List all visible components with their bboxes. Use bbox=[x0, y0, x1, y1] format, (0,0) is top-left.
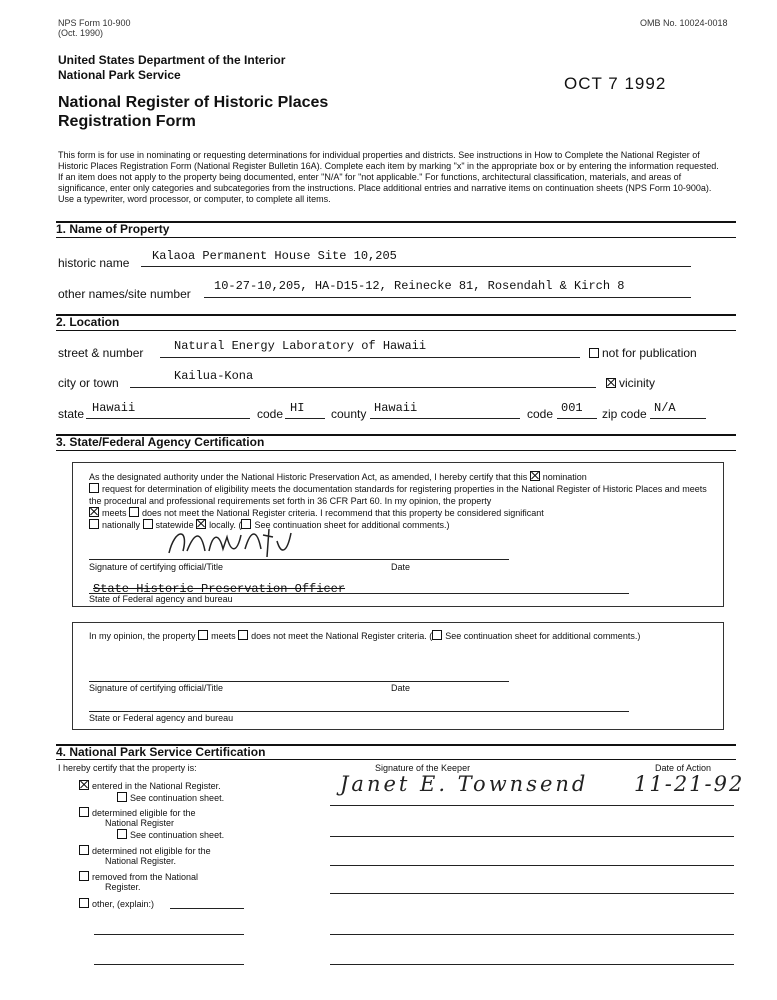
not-for-publication-option[interactable] bbox=[589, 346, 697, 360]
entered-option[interactable] bbox=[79, 780, 221, 791]
not-for-publication-label: not for publication bbox=[602, 346, 697, 360]
field-line bbox=[130, 387, 596, 388]
eligible-continuation-option[interactable] bbox=[117, 829, 224, 840]
does-not-meet-label: does not meet the National Register criteria. I recommend that this property be considered significant bbox=[142, 508, 544, 518]
locally-label: locally. bbox=[209, 520, 236, 530]
removed-checkbox[interactable] bbox=[79, 871, 89, 881]
signature-line bbox=[89, 559, 509, 560]
request-checkbox[interactable] bbox=[89, 483, 99, 493]
opinion-meets-checkbox[interactable] bbox=[198, 630, 208, 640]
keeper-line bbox=[330, 934, 734, 935]
eligible-checkbox[interactable] bbox=[79, 807, 89, 817]
opinion-does-not-meet-checkbox[interactable] bbox=[238, 630, 248, 640]
field-line bbox=[204, 297, 691, 298]
section-rule bbox=[56, 237, 736, 238]
field-line bbox=[86, 418, 250, 419]
section-1-heading: 1. Name of Property bbox=[56, 222, 170, 236]
keeper-signature-label: Signature of the Keeper bbox=[375, 763, 471, 773]
not-eligible-label: determined not eligible for the bbox=[92, 846, 211, 856]
date-label: Date bbox=[391, 683, 411, 693]
other-label: other, (explain:) bbox=[92, 899, 155, 909]
keeper-line bbox=[330, 805, 734, 806]
field-line bbox=[370, 418, 520, 419]
vicinity-checkbox[interactable] bbox=[606, 378, 616, 388]
state-code-value[interactable]: HI bbox=[290, 401, 305, 415]
date-of-action-label: Date of Action bbox=[655, 763, 712, 773]
eligible-label: determined eligible for the bbox=[92, 808, 196, 818]
meets-checkbox[interactable] bbox=[89, 507, 99, 517]
other-option[interactable] bbox=[79, 898, 154, 909]
other-checkbox[interactable] bbox=[79, 898, 89, 908]
opinion-text: See continuation sheet for additional comments.) bbox=[445, 631, 641, 641]
entered-continuation-checkbox[interactable] bbox=[117, 792, 127, 802]
opinion-statement bbox=[89, 630, 709, 642]
field-line bbox=[650, 418, 706, 419]
state-label: state bbox=[58, 407, 85, 421]
signature-label: Signature of certifying official/Title bbox=[89, 683, 224, 693]
state-certification-box bbox=[72, 462, 724, 607]
section-rule bbox=[56, 330, 736, 331]
date-label: Date bbox=[391, 562, 411, 572]
not-eligible-label-2: National Register. bbox=[105, 856, 177, 866]
statewide-label: statewide bbox=[155, 520, 194, 530]
keeper-line bbox=[330, 836, 734, 837]
opinion-meets-label: meets bbox=[211, 631, 236, 641]
other-names-value[interactable]: 10-27-10,205, HA-D15-12, Reinecke 81, Rosendahl & Kirch 8 bbox=[214, 279, 625, 293]
keeper-signature: Janet E. Townsend bbox=[340, 772, 589, 796]
agency-label: State of Federal agency and bureau bbox=[89, 594, 233, 604]
removed-option[interactable] bbox=[79, 871, 198, 882]
vicinity-label: vicinity bbox=[619, 376, 656, 390]
omb-number: OMB No. 10024-0018 bbox=[640, 18, 728, 28]
form-title-line2: Registration Form bbox=[58, 113, 196, 130]
blank-line bbox=[94, 934, 244, 935]
form-number: NPS Form 10-900 bbox=[58, 18, 131, 28]
blank-line bbox=[94, 964, 244, 965]
keeper-line bbox=[330, 893, 734, 894]
cert-text: request for determination of eligibility meets the documentation standards for registering properties in the National Register of Historic Places and meets the procedural and professional requirements set forth in 36 CFR Part 60. In my opinion, the property bbox=[89, 484, 707, 506]
opinion-box bbox=[72, 622, 724, 730]
field-line bbox=[160, 357, 580, 358]
form-title-line1: National Register of Historic Places bbox=[58, 94, 329, 111]
see-continuation-label: See continuation sheet for additional comments.) bbox=[254, 520, 450, 530]
agency-value[interactable]: State Historic Preservation Officer bbox=[93, 582, 346, 596]
eligible-label-2: National Register bbox=[105, 818, 175, 828]
eligible-continuation-checkbox[interactable] bbox=[117, 829, 127, 839]
field-line bbox=[557, 418, 597, 419]
keeper-line bbox=[330, 865, 734, 866]
section-rule bbox=[56, 314, 736, 316]
removed-label-2: Register. bbox=[105, 882, 141, 892]
state-value[interactable]: Hawaii bbox=[92, 401, 136, 415]
other-explain-line bbox=[170, 908, 244, 909]
instructions: This form is for use in nominating or requesting determinations for individual properties and districts. See instructions in How to Complete the National Register of Historic Places Registration Form (National Register Bulletin 16A). Complete each item by marking "x" in the appropriate box or by entering the information requested. If an item does not apply to the property being documented, enter "N/A" for "not applicable." For functions, architectural classification, materials, and areas of significance, enter only categories and subcategories from the instructions. Place additional entries and narrative items on continuation sheets (NPS Form 10-900a). Use a typewriter, word processor, or computer, to complete all items. bbox=[58, 150, 719, 204]
not-for-publication-checkbox[interactable] bbox=[589, 348, 599, 358]
service: National Park Service bbox=[58, 68, 181, 82]
removed-label: removed from the National bbox=[92, 872, 199, 882]
department: United States Department of the Interior bbox=[58, 53, 286, 67]
certify-statement: I hereby certify that the property is: bbox=[58, 763, 197, 773]
county-code-label: code bbox=[527, 407, 554, 421]
not-eligible-checkbox[interactable] bbox=[79, 845, 89, 855]
action-date-handwritten: 11-21-92 bbox=[634, 772, 745, 796]
signature-line bbox=[89, 681, 509, 682]
street-label: street & number bbox=[58, 346, 144, 360]
opinion-text: does not meet the National Register criteria. ( bbox=[251, 631, 433, 641]
entered-label: entered in the National Register. bbox=[92, 781, 221, 791]
section-rule bbox=[56, 450, 736, 451]
section-2-heading: 2. Location bbox=[56, 315, 120, 329]
county-label: county bbox=[331, 407, 367, 421]
agency-label: State or Federal agency and bureau bbox=[89, 713, 234, 723]
opinion-continuation-checkbox[interactable] bbox=[432, 630, 442, 640]
field-line bbox=[141, 266, 691, 267]
entered-checkbox[interactable] bbox=[79, 780, 89, 790]
not-eligible-option[interactable] bbox=[79, 845, 211, 856]
city-value[interactable]: Kailua-Kona bbox=[174, 369, 254, 383]
nomination-label: nomination bbox=[542, 472, 587, 482]
does-not-meet-checkbox[interactable] bbox=[129, 507, 139, 517]
historic-name-value[interactable]: Kalaoa Permanent House Site 10,205 bbox=[152, 249, 397, 263]
city-label: city or town bbox=[58, 376, 119, 390]
zip-value[interactable]: N/A bbox=[654, 401, 676, 415]
opinion-text: In my opinion, the property bbox=[89, 631, 196, 641]
statewide-checkbox[interactable] bbox=[143, 519, 153, 529]
form-date: (Oct. 1990) bbox=[58, 28, 104, 38]
section-3-heading: 3. State/Federal Agency Certification bbox=[56, 435, 265, 449]
nomination-checkbox[interactable] bbox=[530, 471, 540, 481]
section-4-heading: 4. National Park Service Certification bbox=[56, 745, 266, 759]
see-continuation-label: See continuation sheet. bbox=[130, 830, 225, 840]
see-continuation-label: See continuation sheet. bbox=[130, 793, 225, 803]
zip-label: zip code bbox=[602, 407, 647, 421]
cert-text: As the designated authority under the National Historic Preservation Act, as amended, I hereby certify that this bbox=[89, 472, 528, 482]
agency-line bbox=[89, 711, 629, 712]
certification-statement: As the designated authority under the National Historic Preservation Act, as amended, I hereby certify that this nomination request for determination of eligibility meets the documentation standards for registering properties in the National Register of Historic Places and meets the procedural and professional requirements set forth in 36 CFR Part 60. In my opinion, the property meets does not meet the National Register criteria. I recommend that this property be considered significant nationally statewide locally. ( See continuation sheet for additional comments.) bbox=[89, 472, 707, 530]
section-rule bbox=[56, 759, 736, 760]
historic-name-label: historic name bbox=[58, 256, 130, 270]
vicinity-option[interactable] bbox=[606, 376, 655, 390]
state-code-label: code bbox=[257, 407, 284, 421]
county-code-value[interactable]: 001 bbox=[561, 401, 583, 415]
nationally-checkbox[interactable] bbox=[89, 519, 99, 529]
nationally-label: nationally bbox=[102, 520, 141, 530]
street-value[interactable]: Natural Energy Laboratory of Hawaii bbox=[174, 339, 427, 353]
received-stamp: OCT 7 1992 bbox=[564, 74, 667, 93]
field-line bbox=[285, 418, 325, 419]
eligible-option[interactable] bbox=[79, 807, 196, 818]
meets-label: meets bbox=[102, 508, 127, 518]
other-names-label: other names/site number bbox=[58, 287, 191, 301]
signature-label: Signature of certifying official/Title bbox=[89, 562, 224, 572]
county-value[interactable]: Hawaii bbox=[374, 401, 418, 415]
entered-continuation-option[interactable] bbox=[117, 792, 224, 803]
certifying-official-signature bbox=[165, 523, 295, 563]
keeper-line bbox=[330, 964, 734, 965]
